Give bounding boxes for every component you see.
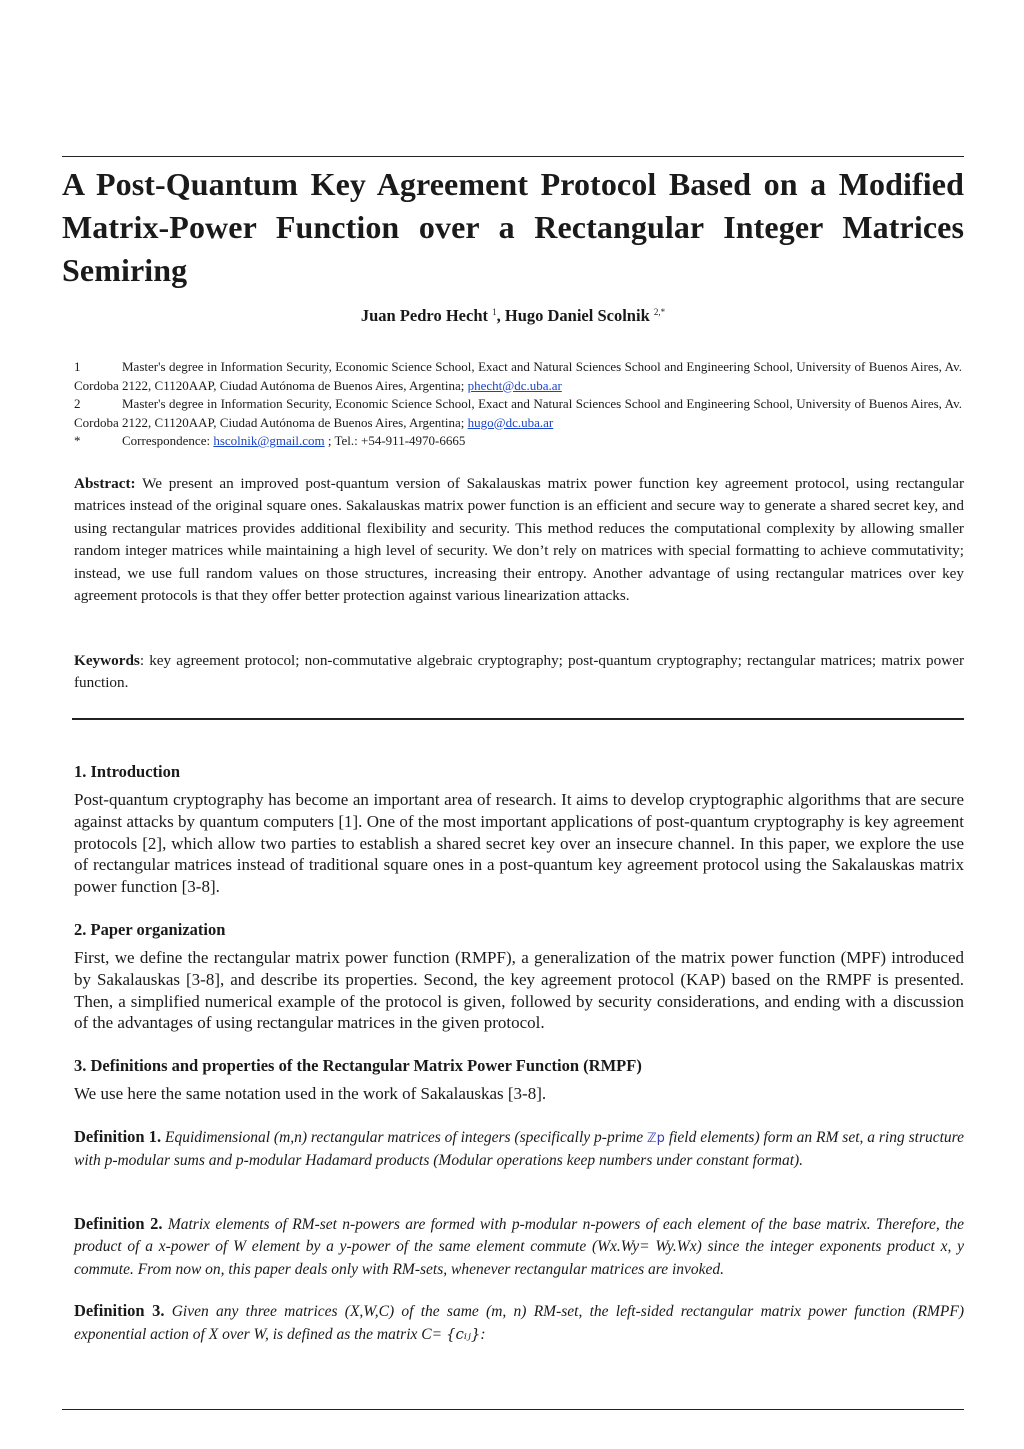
email-link[interactable]: phecht@dc.uba.ar: [467, 377, 562, 393]
author-line: [62, 306, 964, 326]
affiliation-mark: *: [74, 433, 81, 448]
affiliation-text: Master's degree in Information Security, Economic Science School, Exact and Natural Sciences School and Engineering School, University of Buenos Aires, Av. Cordoba 2122, C1120AAP, Ciudad Autónoma de Buenos Aires, Argentina;: [74, 359, 962, 393]
definition-3: [74, 1300, 964, 1347]
matrix-symbol: {cᵢⱼ}: [445, 1325, 481, 1344]
keywords: [74, 650, 964, 695]
section-heading: 1. Introduction: [74, 762, 181, 781]
affiliation-1: [74, 358, 962, 395]
section-heading: 2. Paper organization: [74, 920, 226, 939]
definition-text: Equidimensional (m,n) rectangular matrices of integers (specifically p-prime: [164, 1129, 647, 1146]
keywords-colon: :: [139, 652, 145, 669]
abstract-text: We present an improved post-quantum version of Sakalauskas matrix power function key agreement protocol, using rectangular matrices instead of the original square ones. Sakalauskas matrix power function is an efficient and secure way to generate a shared secret key, and using rectangular matrices provides additional flexibility and security. This method reduces the computational complexity by allowing smaller random integer matrices while maintaining a high level of security. We don’t rely on matrices with special formatting to achieve commutativity; instead, we use full random values on those structures, increasing their entropy. Another advantage of using rectangular matrices over key agreement protocols is that they offer better protection against various linearization attacks.: [74, 475, 964, 605]
abstract-rule: [72, 718, 964, 720]
affiliation-2: [74, 395, 962, 432]
author-name: Hugo Daniel Scolnik: [504, 306, 650, 325]
integer-field-symbol: ℤp: [647, 1131, 665, 1146]
definition-label: Definition 3.: [74, 1301, 165, 1320]
correspondence: [74, 432, 962, 451]
definition-label: Definition 2.: [74, 1214, 163, 1233]
section-text: Post-quantum cryptography has become an important area of research. It aims to develop cryptographic algorithms that are secure against attacks by quantum computers [1]. One of the most important applications of post-quantum cryptography is key agreement protocols [2], which allow two parties to establish a shared secret key over an insecure channel. In this paper, we explore the use of rectangular matrices instead of traditional square ones in a post-quantum key agreement protocol using the Sakalauskas matrix power function [3-8].: [74, 790, 964, 897]
author-affil-mark: 2,*: [653, 307, 666, 317]
definition-label: Definition 1.: [74, 1127, 162, 1146]
email-link[interactable]: hscolnik@gmail.com: [213, 433, 325, 448]
correspondence-label: Correspondence:: [122, 433, 214, 448]
affiliation-text: Master's degree in Information Security, Economic Science School, Exact and Natural Sciences School and Engineering School, University of Buenos Aires, Av. Cordoba 2122, C1120AAP, Ciudad Autónoma de Buenos Aires, Argentina;: [74, 396, 962, 430]
definition-text: Given any three matrices (X,W,C) of the same (m, n) RM-set, the left-sided rectangular matrix power function (RMPF) exponential action of X over W, is defined as the matrix C=: [74, 1303, 964, 1344]
definition-text: :: [480, 1326, 486, 1344]
author-separator: ,: [496, 306, 505, 325]
definition-text: field elements) form an RM set, a ring structure with p-modular sums and p-modular Hadamard products (Modular operations keep numbers under constant format).: [74, 1129, 965, 1170]
definition-text: Matrix elements of RM-set n-powers are formed with p-modular n-powers of each element of the base matrix. Therefore, the product of a x-power of W element by a y-power of the same element commute (Wx.Wy= Wy.Wx) since the integer exponents product x, y commute. From now on, this paper deals only with RM-sets, whenever rectangular matrices are invoked.: [74, 1216, 965, 1278]
email-link[interactable]: hugo@dc.uba.ar: [467, 414, 554, 430]
paper-title: A Post-Quantum Key Agreement Protocol Based on a Modified Matrix-Power Function over a Rectangular Integer Matrices Semiring: [62, 166, 964, 288]
bottom-rule: [62, 1409, 964, 1410]
affiliation-mark: 2: [74, 396, 81, 411]
keywords-text: key agreement protocol; non-commutative algebraic cryptography; post-quantum cryptography; rectangular matrices; matrix power function.: [74, 652, 965, 692]
definition-1: [74, 1126, 964, 1173]
keywords-label: Keywords: [74, 652, 140, 669]
abstract: [74, 473, 964, 607]
section-heading: 3. Definitions and properties of the Rectangular Matrix Power Function (RMPF): [74, 1056, 642, 1075]
top-rule: [62, 156, 964, 157]
affiliations: [74, 358, 962, 451]
section-text: First, we define the rectangular matrix power function (RMPF), a generalization of the matrix power function (MPF) introduced by Sakalauskas [3-8], and describe its properties. Second, the key agreement protocol (KAP) based on the RMPF is presented. Then, a simplified numerical example of the protocol is given, followed by security considerations, and ending with a discussion of the advantages of using rectangular matrices in the given protocol.: [74, 948, 964, 1033]
definition-2: [74, 1213, 964, 1281]
correspondence-phone: ; Tel.: +54-911-4970-6665: [324, 433, 466, 448]
abstract-colon: :: [130, 475, 136, 492]
affiliation-mark: 1: [74, 359, 81, 374]
author-affil-mark: 1: [492, 307, 497, 317]
section-text: We use here the same notation used in the work of Sakalauskas [3-8].: [74, 1084, 547, 1103]
author-name: Juan Pedro Hecht: [360, 306, 488, 325]
abstract-label: Abstract: [74, 475, 131, 492]
